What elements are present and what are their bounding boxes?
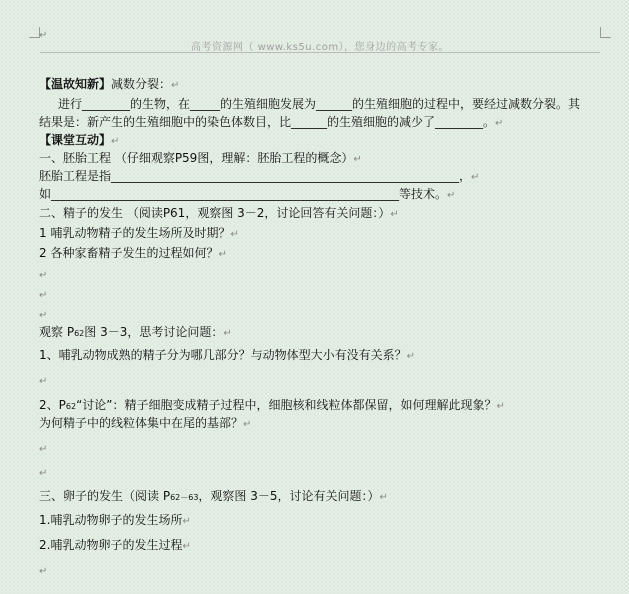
blank-line xyxy=(39,372,47,390)
paragraph-mark: ↵ xyxy=(471,172,480,183)
paragraph-mark: ↵ xyxy=(379,492,388,503)
line-text: 1 哺乳动物精子的发生场所及时期？ xyxy=(39,226,231,240)
review-body-line xyxy=(58,96,580,112)
header-divider xyxy=(40,52,600,53)
paragraph-mark: ↵ xyxy=(39,468,48,479)
paragraph-mark: ↵ xyxy=(223,328,232,339)
section-bracket-title: 【温故知新】 xyxy=(39,77,112,91)
paragraph-mark: ↵ xyxy=(390,209,399,220)
section-bracket-title: 【课堂互动】 xyxy=(39,133,112,147)
question-line xyxy=(39,512,191,530)
blank-line xyxy=(39,562,47,580)
line-text: 二、精子的发生 （阅读P61，观察图 3－2，讨论回答有关问题：） xyxy=(39,206,391,220)
page-subscript: 62－63 xyxy=(170,493,199,502)
paragraph-mark: ↵ xyxy=(353,154,362,165)
line-text: 为何精子中的线粒体集中在尾的基部？ xyxy=(39,416,244,430)
line-text: 1、哺乳动物成熟的精子分为哪几部分？与动物体型大小有没有关系？ xyxy=(39,348,407,362)
paragraph-mark: ↵ xyxy=(39,310,48,321)
line-text: “讨论”：精子细胞变成精子过程中，细胞核和线粒体都保留，如何理解此现象？ xyxy=(76,398,497,412)
line-text: 如__________________________________________________________等技术。 xyxy=(39,187,448,201)
page-corner-mark xyxy=(600,27,611,38)
question-line xyxy=(39,225,239,243)
paragraph-mark: ↵ xyxy=(447,190,456,201)
question-line xyxy=(39,397,505,415)
section-title xyxy=(39,150,362,168)
paragraph-mark: ↵ xyxy=(39,376,48,387)
paragraph-mark: ↵ xyxy=(182,541,191,552)
line-text: 2、P xyxy=(39,398,66,412)
question-line xyxy=(39,415,251,433)
observe-line xyxy=(39,324,232,342)
paragraph-mark: ↵ xyxy=(39,270,48,281)
line-text: 胚胎工程是指__________________________________________________________， xyxy=(39,169,472,183)
line-text: 图 3－3，思考讨论问题： xyxy=(84,325,224,339)
page-header: 高考资源网（ www.ks5u.com），您身边的高考专家。 xyxy=(190,42,450,53)
paragraph-mark: ↵ xyxy=(230,229,239,240)
line-text: 减数分裂： xyxy=(111,77,172,91)
blank-line xyxy=(39,464,47,482)
paragraph-mark: ↵ xyxy=(39,566,48,577)
class-heading xyxy=(39,132,119,150)
paragraph-mark: ↵ xyxy=(218,249,227,260)
paragraph-mark: ↵ xyxy=(111,136,120,147)
paragraph-mark: ↵ xyxy=(171,80,180,91)
section-title xyxy=(39,488,388,506)
line-text: ，观察图 3－5，讨论有关问题：） xyxy=(198,489,380,503)
blank-line xyxy=(39,440,47,458)
paragraph-line xyxy=(39,26,47,44)
line-text: 观察 P xyxy=(39,325,75,339)
paragraph-mark: ↵ xyxy=(39,30,48,41)
paragraph-mark: ↵ xyxy=(39,444,48,455)
page-subscript: 62 xyxy=(65,402,77,411)
paragraph-mark: ↵ xyxy=(495,118,504,129)
review-heading xyxy=(39,76,179,94)
line-text: 进行________的生物，在_____的生殖细胞发展为______的生殖细胞的过程中，要经过减数分裂。其 xyxy=(58,97,581,111)
question-line xyxy=(39,245,227,263)
paragraph-mark: ↵ xyxy=(406,351,416,362)
line-text: 2 各种家畜精子发生的过程如何？ xyxy=(39,246,219,260)
line-text: 1.哺乳动物卵子的发生场所 xyxy=(39,513,183,527)
paragraph-mark: ↵ xyxy=(496,401,505,412)
line-text: 一、胚胎工程 （仔细观察P59图，理解：胚胎工程的概念） xyxy=(39,151,354,165)
blank-line xyxy=(39,306,47,324)
paragraph-mark: ↵ xyxy=(243,419,252,430)
line-text: 结果是：新产生的生殖细胞中的染色体数目，比______的生殖细胞的减少了________。 xyxy=(39,115,496,129)
question-line xyxy=(39,347,415,365)
section-title xyxy=(39,205,399,223)
paragraph-mark: ↵ xyxy=(39,290,48,301)
blank-line xyxy=(39,286,47,304)
line-text: 2.哺乳动物卵子的发生过程 xyxy=(39,538,183,552)
page-subscript: 62 xyxy=(74,329,85,338)
blank-line xyxy=(39,266,47,284)
paragraph-mark: ↵ xyxy=(182,516,191,527)
review-body-line xyxy=(39,114,503,132)
line-text: 三、卵子的发生（阅读 P xyxy=(39,489,171,503)
question-line xyxy=(39,537,191,555)
definition-line xyxy=(39,186,455,204)
definition-line xyxy=(39,168,479,186)
